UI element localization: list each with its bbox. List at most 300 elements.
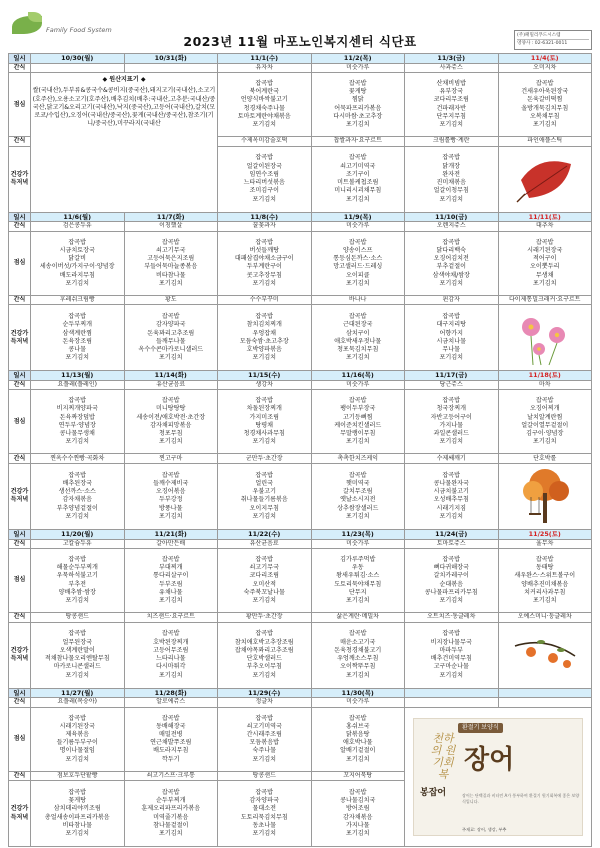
menu-item: 콩나물완자국 <box>433 479 469 487</box>
menu-item: 고구마순나물 <box>433 663 469 671</box>
menu-item: 두부조림 <box>158 580 183 588</box>
menu-item: 돈육장조림 <box>62 337 92 345</box>
menu-item: 망고샐러드·드레싱 <box>333 263 383 271</box>
menu-item: 오징어찌개 <box>530 405 560 413</box>
menu-item: 왕새우튀김·소스 <box>336 572 380 580</box>
snack-cell: 오렌지쥬스 <box>405 222 499 232</box>
menu-item: 방풍나물 <box>158 504 183 512</box>
dinner-cell <box>405 463 499 529</box>
notice-title: ◆ 원산지표기 ◆ <box>102 76 146 84</box>
menu-item: 뼈다귀해장국 <box>433 564 469 572</box>
snack-cell: 유산균음료 <box>218 539 312 549</box>
snack2-cell: 삶은계란·메밀차 <box>311 613 405 623</box>
menu-item: 잡곡밥 <box>68 714 87 722</box>
menu-item: 고기등뼈찜 <box>343 413 373 421</box>
menu-item: 시래기된장국 <box>59 722 95 730</box>
menu-item: 돈육청경채불고기 <box>334 646 382 654</box>
snack2-cell: 바나나 <box>311 295 405 305</box>
menu-item: 임연수조림 <box>249 170 279 178</box>
dinner-label: 건강가득저녁 <box>9 146 31 212</box>
date-cell: 11/24(금) <box>405 529 499 539</box>
menu-item: 잡곡밥 <box>348 313 367 321</box>
menu-item: 쇠고기무국 <box>249 564 279 572</box>
menu-item: 얼갈이된장국 <box>246 162 282 170</box>
dinner-row <box>9 622 592 688</box>
menu-item: 포기김치 <box>252 195 277 203</box>
dinner-cell <box>405 305 499 371</box>
menu-item: 얼갈이열무겉절이 <box>521 421 569 429</box>
snack-cell <box>124 63 218 73</box>
snack-row <box>9 380 592 390</box>
snack2-cell: 땅콩샌드 <box>31 613 125 623</box>
date-cell: 11/8(수) <box>218 212 312 222</box>
menu-item: 오복채무침 <box>530 112 560 120</box>
menu-item: 잡곡밥 <box>442 630 461 638</box>
menu-item: 단무지 <box>348 588 367 596</box>
menu-item: 포기김치 <box>252 671 277 679</box>
date-cell: 11/21(화) <box>124 529 218 539</box>
snack-label: 간식 <box>9 63 31 73</box>
menu-item: 건새우아욱된장국 <box>521 88 569 96</box>
menu-item: 우불고기 <box>252 488 277 496</box>
snack-cell: 미숫가루 <box>311 222 405 232</box>
snack-cell: 요플레(플레인) <box>31 380 125 390</box>
dinner-cell <box>311 146 405 212</box>
snack2-cell: 황도 <box>124 295 218 305</box>
menu-item: 감자양파국 <box>156 321 186 329</box>
menu-item: 유부장국 <box>439 88 464 96</box>
menu-item: 잡곡밥 <box>348 238 367 246</box>
menu-item: 우묵하석불고기 <box>56 572 98 580</box>
page-title: 2023년 11월 마포노인복지센터 식단표 <box>183 34 417 49</box>
snack-cell: 고칼슘두유 <box>31 539 125 549</box>
menu-item: 토마토계란야채볶음 <box>237 112 291 120</box>
lunch-label: 점심 <box>9 231 31 295</box>
company-logo <box>8 8 143 48</box>
snack2-cell: 땅콩샌드 <box>218 771 312 781</box>
menu-item: 미트볼케첩조림 <box>337 179 379 187</box>
menu-item: 들깨수제비국 <box>153 479 189 487</box>
menu-item: 포기김치 <box>65 671 90 679</box>
date-row <box>9 529 592 539</box>
menu-item: 포기김치 <box>65 354 90 362</box>
menu-item: 포기김치 <box>439 121 464 129</box>
menu-item: 포기김치 <box>65 597 90 604</box>
menu-item: 잡곡밥 <box>348 630 367 638</box>
snack-cell <box>405 698 499 708</box>
notice-line: 오용소고기(호주산), <box>56 95 111 103</box>
snack-cell: 오미지차 <box>498 63 592 73</box>
menu-item: 단무지무침 <box>436 112 466 120</box>
date-cell: 11/3(금) <box>405 54 499 64</box>
menu-item: 도토리묵김치무침 <box>240 813 288 821</box>
menu-item: 비지찌개양파국 <box>56 405 98 413</box>
snack2-cell: 핀감자 <box>405 295 499 305</box>
snack-cell: 마차 <box>498 380 592 390</box>
menu-item: 콩나물김치국 <box>340 797 376 805</box>
menu-item: 포기김치 <box>65 830 90 838</box>
date-cell: 11/29(수) <box>218 688 312 698</box>
menu-item: 잡곡밥 <box>68 471 87 479</box>
menu-item: 탕평채 <box>255 421 274 429</box>
menu-item: 대패삼겹야채소금구이 <box>234 255 294 263</box>
menu-item: 포기김치 <box>345 354 370 362</box>
dinner-cell <box>218 305 312 371</box>
menu-item: 세송이버섯/가지구이·양념장 <box>39 263 115 271</box>
menu-item: 잡곡밥 <box>442 154 461 162</box>
menu-item: 느타리버섯볶음 <box>243 179 285 187</box>
date-label: 일시 <box>9 212 31 222</box>
date-label: 일시 <box>9 54 31 64</box>
menu-item: 잡곡밥 <box>68 555 87 563</box>
notice-line: 낙지(중국산), <box>116 103 154 111</box>
leaf-small-icon <box>28 12 42 22</box>
poster-footer: 주재료: 장어, 생강, 부추 <box>462 826 507 832</box>
brand-name: Family Food System <box>46 26 112 34</box>
date-cell: 11/6(월) <box>31 212 125 222</box>
menu-item: 포기김치 <box>158 512 183 520</box>
date-cell: 11/7(화) <box>124 212 218 222</box>
menu-item: 생선까스·소스 <box>58 488 96 496</box>
menu-item: 잡곡밥 <box>348 397 367 405</box>
dinner-cell <box>124 622 218 688</box>
menu-item: 잡곡밥 <box>348 789 367 797</box>
snack2-cell: 다이제통밀크래커·요구르트 <box>498 295 592 305</box>
menu-item: 닭볶음탕 <box>345 730 370 738</box>
lunch-cell <box>498 231 592 295</box>
dinner-label: 건강가득저녁 <box>9 622 31 688</box>
menu-item: 포기김치 <box>532 438 557 446</box>
dinner-cell <box>218 146 312 212</box>
menu-item: 들기름두부구이 <box>56 739 98 747</box>
menu-item: 잡곡밥 <box>68 313 87 321</box>
menu-item: 포기김치 <box>65 755 90 763</box>
menu-item: 포기김치 <box>252 354 277 362</box>
menu-item: 찜닭 <box>351 96 364 104</box>
menu-item: 연두부·양념장 <box>58 421 96 429</box>
menu-item: 잡곡밥 <box>255 555 274 563</box>
menu-item: 홍쉬브국 <box>345 722 370 730</box>
date-cell: 11/22(수) <box>218 529 312 539</box>
eel-poster <box>413 718 583 836</box>
lunch-cell <box>218 549 312 613</box>
menu-item: 잡곡밥 <box>255 471 274 479</box>
menu-item: 명이나물절임 <box>59 747 95 755</box>
menu-item: 북어계란국 <box>249 88 279 96</box>
snack2-label: 간식 <box>9 137 31 147</box>
menu-item: 포기김치 <box>252 279 277 287</box>
decoration-cell <box>498 146 592 212</box>
lunch-cell <box>124 231 218 295</box>
menu-item: 언양식바싹불고기 <box>240 96 288 104</box>
menu-item: 콩나물 <box>68 346 87 353</box>
lunch-cell <box>311 231 405 295</box>
menu-item: 부추오이무침 <box>246 663 282 671</box>
date-cell: 10/30(월) <box>31 54 125 64</box>
snack2-cell: 찐고구마 <box>124 454 218 464</box>
snack2-cell: 크림롤빵·계란 <box>405 137 499 147</box>
menu-item: 애호박새우젓나물 <box>334 337 382 345</box>
menu-item: 오미산적 <box>252 580 277 588</box>
lunch-cell <box>311 390 405 454</box>
menu-item: 삼치데리야끼조림 <box>53 805 101 813</box>
dinner-label: 건강가득저녁 <box>9 463 31 529</box>
menu-item: 숙주나물 <box>252 747 277 755</box>
menu-item: 버섯들깨탕 <box>249 246 279 254</box>
menu-item: 순두부찌개 <box>156 797 186 805</box>
date-row <box>9 54 592 64</box>
snack2-cell: 쇠고기스프·크루통 <box>124 771 218 781</box>
menu-item: 연근채발쭈조림 <box>150 739 192 747</box>
menu-item: 포기김치 <box>532 597 557 604</box>
menu-item: 포기김치 <box>158 597 183 604</box>
menu-item: 양배추쌈·쌈장 <box>58 588 96 596</box>
menu-item: 다시마쌈·초고추장 <box>333 112 383 120</box>
decoration-wrap <box>509 309 581 367</box>
menu-item: 김구이·양념장 <box>526 430 564 438</box>
lunch-cell <box>218 231 312 295</box>
snack-cell: 대추차 <box>498 222 592 232</box>
page-header <box>0 0 600 52</box>
date-cell: 11/16(목) <box>311 371 405 381</box>
menu-item: 고등어무조림 <box>153 646 189 654</box>
menu-item: 포기김치 <box>252 597 277 604</box>
menu-item: 잡곡밥 <box>255 714 274 722</box>
menu-item: 두부계란구이 <box>246 263 282 271</box>
menu-item: 꽃게탕 <box>348 88 367 96</box>
lunch-cell <box>124 390 218 454</box>
menu-item: 비타참나물 <box>156 271 186 279</box>
menu-item: 포기김치 <box>252 830 277 838</box>
date-cell: 11/13(월) <box>31 371 125 381</box>
menu-item: 갈치무조림 <box>343 488 373 496</box>
snack-cell <box>498 698 592 708</box>
snack-label: 간식 <box>9 539 31 549</box>
menu-item: 적채참나물오리엔탈무침 <box>44 655 110 663</box>
menu-item: 참치김치찌개 <box>246 321 282 329</box>
dinner-cell <box>218 781 312 847</box>
notice-line: 고등어(국내산), <box>153 103 196 111</box>
snack-label: 간식 <box>9 698 31 708</box>
menu-item: 잡곡밥 <box>161 471 180 479</box>
menu-item: 잡곡밥 <box>442 397 461 405</box>
menu-item: 상추쌈장샐러드 <box>337 504 379 512</box>
lunch-cell <box>124 549 218 613</box>
menu-item: 알배기겉절이 <box>340 747 376 755</box>
menu-item: 시래기된장국 <box>527 246 563 254</box>
menu-item: 포기김치 <box>532 121 557 129</box>
date-cell: 11/28(화) <box>124 688 218 698</box>
menu-item: 부추양념겉절이 <box>56 504 98 512</box>
lunch-cell <box>31 390 125 454</box>
date-cell: 11/10(금) <box>405 212 499 222</box>
menu-item: 닭다리백숙 <box>436 246 466 254</box>
menu-item: 자반고등어구이 <box>430 413 472 421</box>
snack2-label: 간식 <box>9 295 31 305</box>
snack-row <box>9 698 592 708</box>
snack-cell: 사과쥬스 <box>405 63 499 73</box>
menu-item: 진미채볶음 <box>436 179 466 187</box>
menu-item: 동태탕 <box>535 564 554 572</box>
menu-item: 마카로니콘샐러드 <box>53 663 101 671</box>
menu-item: 청경채사과무침 <box>243 430 285 438</box>
menu-item: 도토리묵야채무침 <box>334 580 382 588</box>
menu-item: 숙주북꼬날나물 <box>243 588 285 596</box>
menu-item: 잡곡밥 <box>442 238 461 246</box>
poster-subtitle: 봉잡어 <box>420 787 447 798</box>
lunch-cell <box>405 549 499 613</box>
date-cell: 10/31(화) <box>124 54 218 64</box>
lunch-cell <box>498 390 592 454</box>
date-cell: 11/17(금) <box>405 371 499 381</box>
notice-line: 미꾸라지(국내산 <box>117 120 161 128</box>
menu-item: 부대찌개 <box>158 564 183 572</box>
date-row <box>9 212 592 222</box>
menu-item: 매밀전병 <box>158 730 183 738</box>
lunch-row <box>9 231 592 295</box>
lunch-cell <box>498 73 592 137</box>
notice-line: 닭고기&오리고기(국내산), <box>46 103 117 111</box>
menu-item: 잡곡밥 <box>68 397 87 405</box>
lunch-cell <box>498 549 592 613</box>
menu-item: 쇠고기미역국 <box>340 162 376 170</box>
snack2-row <box>9 454 592 464</box>
snack-row <box>9 539 592 549</box>
menu-item: 어향가지 <box>439 329 464 337</box>
poster-tag: 환절기 보양식 <box>458 723 503 733</box>
menu-item: 감자채피망볶음 <box>150 421 192 429</box>
menu-item: 잡곡밥 <box>255 630 274 638</box>
date-cell: 11/25(토) <box>498 529 592 539</box>
lunch-cell <box>311 73 405 137</box>
menu-item: 순대볶음 <box>439 580 464 588</box>
menu-item: 삼색계란찜 <box>62 329 92 337</box>
snack2-cell: 오예스미니·둥글레차 <box>498 613 592 623</box>
menu-item: 잡곡밥 <box>255 397 274 405</box>
menu-item: 적어구이 <box>532 255 557 263</box>
lunch-cell <box>124 707 218 771</box>
menu-item: 들깨무나물 <box>156 337 186 345</box>
lunch-cell <box>405 231 499 295</box>
menu-item: 잡곡밥 <box>161 789 180 797</box>
menu-item: 잡곡밥 <box>255 79 274 87</box>
menu-item: 올방개묵김치무침 <box>521 104 569 112</box>
contact-company: (주)패밀리푸드시스템 <box>517 32 589 40</box>
date-cell: 11/27(월) <box>31 688 125 698</box>
menu-item: 포기김치 <box>252 438 277 446</box>
menu-item: 양송이스프 <box>343 246 373 254</box>
date-row <box>9 371 592 381</box>
snack-label: 간식 <box>9 380 31 390</box>
menu-item: 잡곡밥 <box>348 471 367 479</box>
dinner-cell <box>31 305 125 371</box>
menu-item: 호박된장찌개 <box>153 638 189 646</box>
menu-item: 오이짝뚜무침 <box>340 663 376 671</box>
decoration-cell <box>498 463 592 529</box>
date-cell <box>405 688 499 698</box>
snack2-cell: 꼬지어묵탕 <box>311 771 405 781</box>
menu-item: 얼무된장국 <box>62 638 92 646</box>
menu-item: 포기김치 <box>158 671 183 679</box>
date-cell: 11/9(목) <box>311 212 405 222</box>
menu-item: 무말랭이무침 <box>340 430 376 438</box>
contact-phone: 영양사 : 02-6321-0011 <box>517 41 568 47</box>
dinner-cell <box>124 305 218 371</box>
menu-item: 오이지무침 <box>249 504 279 512</box>
snack2-cell: 치즈샌드·요구르트 <box>124 613 218 623</box>
menu-item: 포기김치 <box>252 121 277 129</box>
poster-description: 장어는 단백질과 비타민 A가 풍부하여 환절기 원기회복에 좋은 보양식입니다. <box>462 792 580 804</box>
menu-item: 포기김치 <box>65 279 90 287</box>
menu-item: 청포묵김치무침 <box>337 346 379 353</box>
menu-item: 오징어김치전 <box>433 255 469 263</box>
menu-item: 고등어묵은지조림 <box>147 255 195 263</box>
menu-item: 갈치카레구이 <box>433 572 469 580</box>
menu-item: 케이준치킨샐러드 <box>334 421 382 429</box>
menu-item: 잡곡밥 <box>348 154 367 162</box>
decoration-wrap <box>509 150 581 208</box>
menu-item: 잡곡밥 <box>161 313 180 321</box>
menu-item: 오이피클 <box>345 271 370 279</box>
menu-item: 포기김치 <box>439 195 464 203</box>
snack-cell: 정글차 <box>218 698 312 708</box>
menu-item: 잡곡밥 <box>68 789 87 797</box>
menu-item: 완자전 <box>442 170 461 178</box>
snack-cell: 요플레(복숭아) <box>31 698 125 708</box>
lunch-label: 점심 <box>9 549 31 613</box>
lunch-row <box>9 390 592 454</box>
notice-line: 참조기(기니/중국산), <box>87 112 214 128</box>
date-cell: 11/20(월) <box>31 529 125 539</box>
decoration-cell <box>498 305 592 371</box>
menu-item: 배도라지무침 <box>59 271 95 279</box>
menu-item: 잡곡밥 <box>68 238 87 246</box>
snack2-label: 간식 <box>9 771 31 781</box>
menu-item: 시래기지짐 <box>436 504 466 512</box>
menu-item: 모듬볶음밥 <box>249 739 279 747</box>
menu-item: 돈육꽈리고추조림 <box>147 329 195 337</box>
menu-item: 시금치토장국 <box>59 246 95 254</box>
date-cell: 11/15(수) <box>218 371 312 381</box>
lunch-cell <box>218 73 312 137</box>
menu-item: 건파래자반 <box>436 104 466 112</box>
menu-item: 다시마튀각 <box>156 663 186 671</box>
lunch-cell <box>311 707 405 771</box>
menu-item: 우엉깨소스무침 <box>337 655 379 663</box>
menu-item: 삼색야채/쌈장 <box>432 271 470 279</box>
snack2-cell: 군만두·초간장 <box>218 454 312 464</box>
menu-item: 포기김치 <box>439 512 464 520</box>
menu-item: 오성배추무침 <box>433 496 469 504</box>
menu-item: 얼갈이청무침 <box>433 187 469 195</box>
decoration-wrap <box>509 467 581 525</box>
poster-big-title: 장어 <box>464 744 515 775</box>
notice-line: 배추김치(배추:국내산,고추분:국내산/중국산, <box>32 95 216 111</box>
lunch-label: 점심 <box>9 707 31 771</box>
menu-item: 돈육갈비떡찜 <box>527 96 563 104</box>
menu-item: 포기김치 <box>439 279 464 287</box>
menu-item: 간시래주조림 <box>246 730 282 738</box>
dinner-cell <box>31 781 125 847</box>
menu-item: 닭갈비 <box>68 255 87 263</box>
lunch-cell <box>218 390 312 454</box>
date-cell <box>498 688 592 698</box>
snack2-cell: 단호박롤 <box>498 454 592 464</box>
menu-item: 시금치불고기 <box>433 488 469 496</box>
date-label: 일시 <box>9 688 31 698</box>
snack-row <box>9 222 592 232</box>
menu-item: 어묵파프리카볶음 <box>334 104 382 112</box>
